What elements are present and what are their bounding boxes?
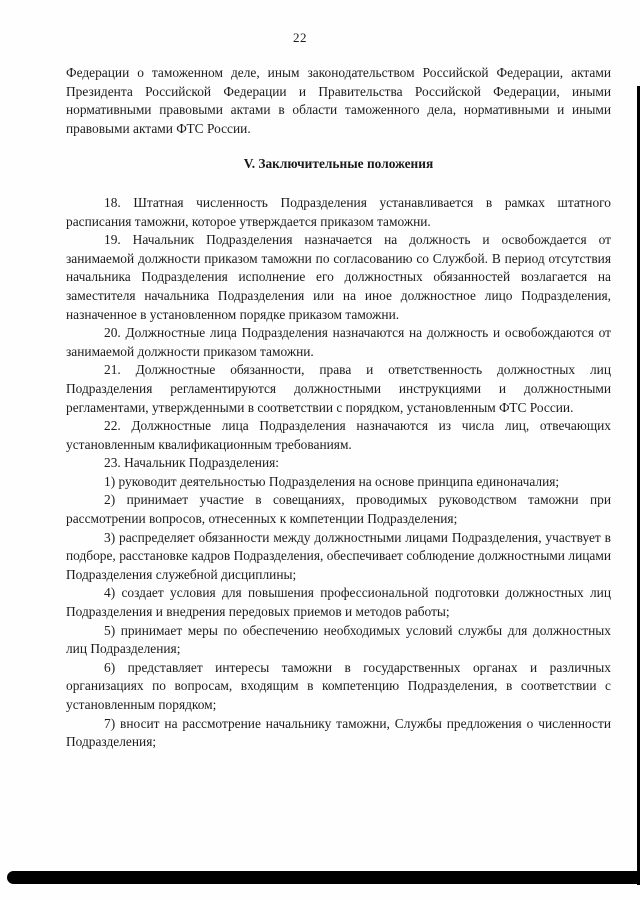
paragraph-subitem-7: 7) вносит на рассмотрение начальнику таможни, Службы предложения о численности Подразделения; <box>66 715 611 750</box>
paragraph-item-21: 21. Должностные обязанности, права и ответственность должностных лиц Подразделения регламентируются должностными инструкциями и должностными регламентами, утвержденными в соответствии с порядком, установленным ФТС России. <box>66 362 611 415</box>
paragraph-item-20: 20. Должностные лица Подразделения назначаются на должность и освобождаются от занимаемой должности приказом таможни. <box>66 325 611 359</box>
paragraph-item-22: 22. Должностные лица Подразделения назначаются из числа лиц, отвечающих установленным квалификационным требованиям. <box>66 418 611 452</box>
paragraph-subitem-5: 5) принимает меры по обеспечению необходимых условий службы для должностных лиц Подразделения; <box>66 622 611 657</box>
paragraph-item-23: 23. Начальник Подразделения: <box>104 455 280 471</box>
paragraph-continuation: Федерации о таможенном деле, иным законодательством Российской Федерации, актами Президента Российской Федерации и Правительства Российской Федерации, иными нормативными правовыми актами в области таможенного дела, нормативными и иными правовыми актами ФТС России. <box>66 65 611 136</box>
paragraph-subitem-1: 1) руководит деятельностью Подразделения на основе принципа единоначалия; <box>104 473 560 489</box>
scan-artifact-bottom-bar <box>7 871 640 884</box>
paragraph-subitem-2: 2) принимает участие в совещаниях, проводимых руководством таможни при рассмотрении вопросов, отнесенных к компетенции Подразделения; <box>66 492 611 527</box>
paragraph-item-19: 19. Начальник Подразделения назначается на должность и освобождается от занимаемой должности приказом таможни по согласованию со Службой. В период отсутствия начальника Подразделения исполнение его должностных обязанностей возлагается на заместителя начальника Подразделения или на иное должностное лицо Подразделения, назначенное в установленном порядке приказом таможни. <box>66 232 611 322</box>
paragraph-subitem-3: 3) распределяет обязанности между должностными лицами Подразделения, участвует в подборе, расстановке кадров Подразделения, обеспечивает соблюдение должностными лицами Подразделения служебной дисциплины; <box>66 529 611 582</box>
document-content <box>66 64 611 752</box>
paragraph-subitem-4: 4) создает условия для повышения профессиональной подготовки должностных лиц Подразделения и внедрения передовых приемов и методов работы; <box>66 585 611 620</box>
page-number: 22 <box>293 30 307 45</box>
paragraph-item-18: 18. Штатная численность Подразделения устанавливается в рамках штатного расписания таможни, которое утверждается приказом таможни. <box>66 194 611 229</box>
paragraph-subitem-6: 6) представляет интересы таможни в государственных органах и различных организациях по вопросам, входящим в компетенцию Подразделения, в соответствии с установленным порядком; <box>66 659 611 712</box>
section-heading-final-provisions: V. Заключительные положения <box>243 156 434 172</box>
